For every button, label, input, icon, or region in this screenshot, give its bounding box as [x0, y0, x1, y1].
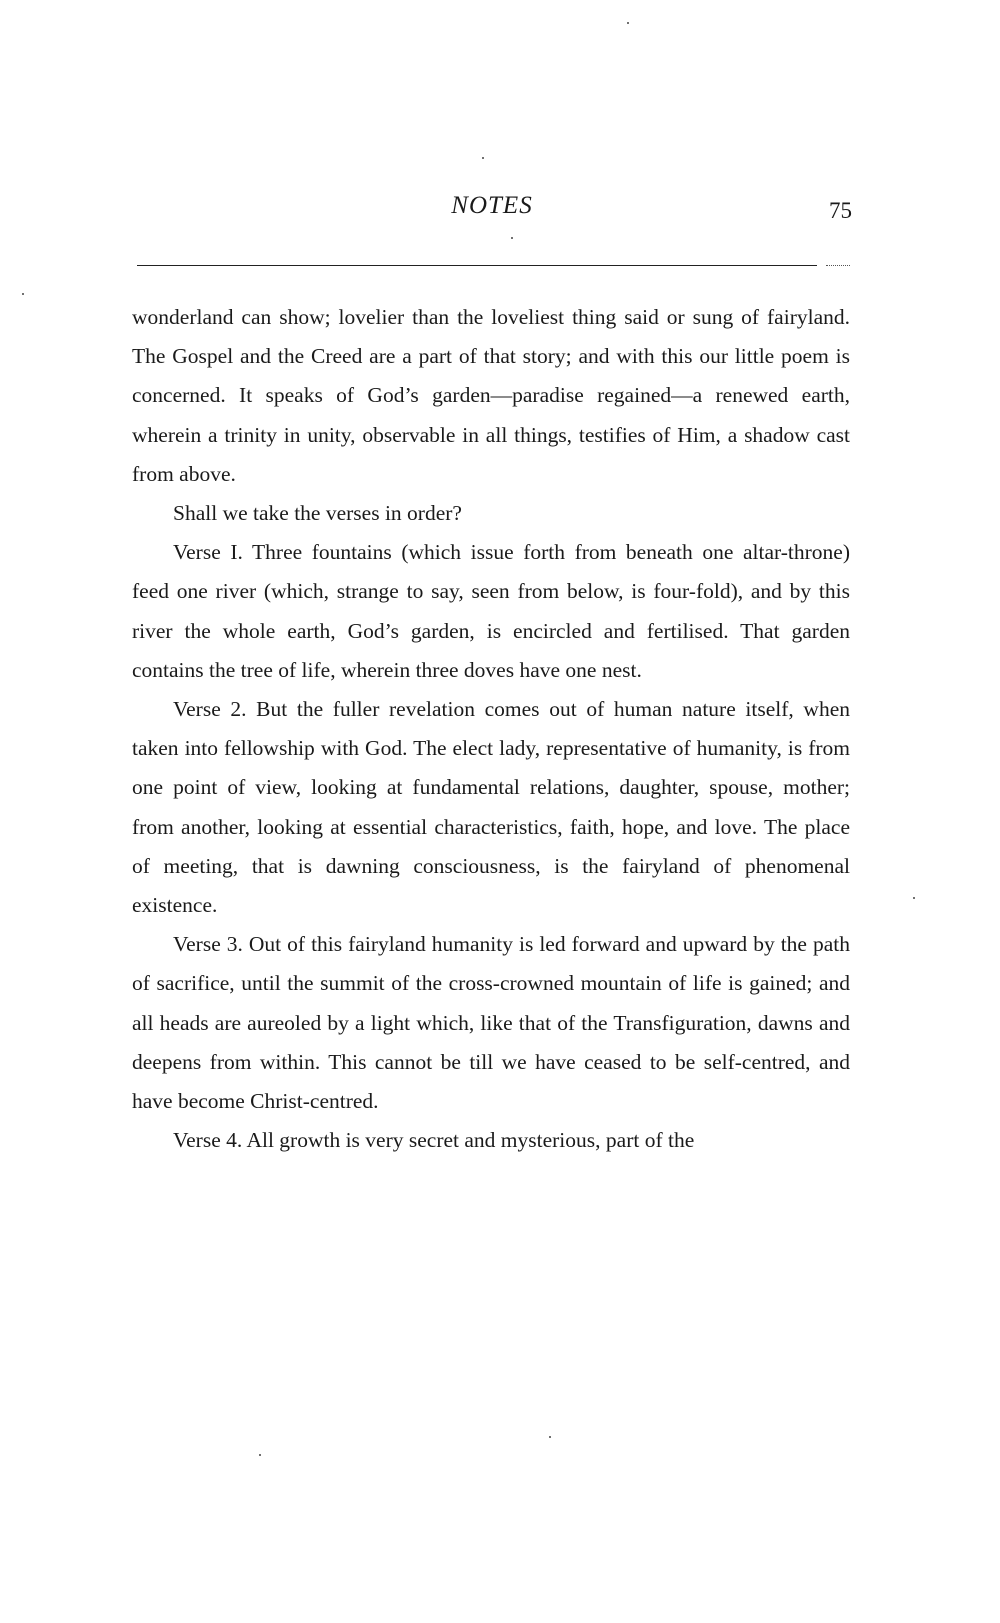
header-rule-tail	[826, 265, 850, 266]
paragraph-question: Shall we take the verses in order?	[173, 501, 462, 526]
scan-speck	[259, 1454, 261, 1456]
paragraph-verse-1: Verse I. Three fountains (which issue forth from beneath one altar-throne) feed one river (which, strange to say, seen from below, is four-fold), and by this river the whole earth, God’s garden, is encircled and fertilised. That garden contains the tree of life, wherein three doves have one nest.	[132, 540, 850, 682]
scan-speck	[627, 22, 629, 24]
running-title: NOTES	[451, 192, 533, 219]
scan-speck	[913, 897, 915, 899]
scan-speck	[549, 1436, 551, 1438]
paragraph-continuation: wonderland can show; lovelier than the loveliest thing said or sung of fairyland. The Gospel and the Creed are a part of that story; and with this our little poem is concerned. It speaks of God’s garden—paradise regained—a renewed earth, wherein a trinity in unity, observable in all things, testifies of Him, a shadow cast from above.	[132, 305, 850, 486]
scan-speck	[482, 157, 484, 159]
scan-speck	[22, 293, 24, 295]
running-head	[132, 192, 852, 232]
page-number: 75	[829, 198, 852, 223]
paragraph-verse-4: Verse 4. All growth is very secret and mysterious, part of the	[173, 1128, 695, 1153]
paragraph-verse-3: Verse 3. Out of this fairyland humanity is led forward and upward by the path of sacrifice, until the summit of the cross-crowned mountain of life is gained; and all heads are aureoled by a light which, like that of the Transfiguration, dawns and deepens from within. This cannot be till we have ceased to be self-centred, and have become Christ-centred.	[132, 932, 850, 1114]
paragraph-verse-2: Verse 2. But the fuller revelation comes out of human nature itself, when taken into fellowship with God. The elect lady, representative of humanity, is from one point of view, looking at fundamental relations, daughter, spouse, mother; from another, looking at essential characteristics, faith, hope, and love. The place of meeting, that is dawning consciousness, is the fairyland of phenomenal existence.	[132, 697, 850, 918]
scan-speck	[511, 237, 513, 239]
header-rule	[137, 265, 817, 266]
body-text	[132, 298, 850, 1160]
